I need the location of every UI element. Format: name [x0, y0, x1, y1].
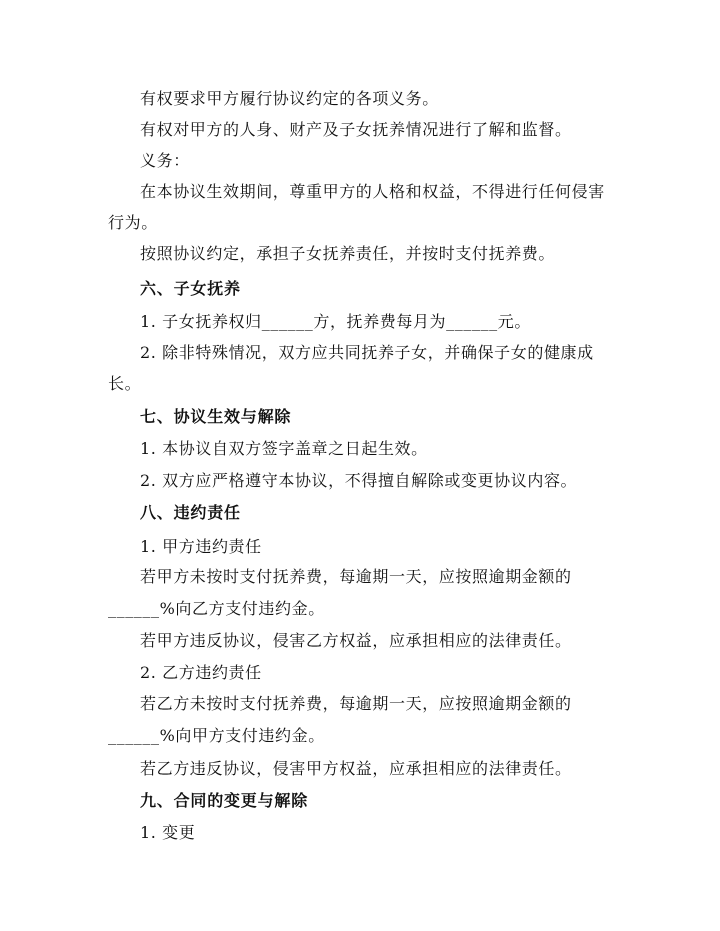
- list-item: 1. 变更: [140, 823, 196, 842]
- list-item: 1. 甲方违约责任: [140, 537, 262, 556]
- paragraph-line: ______%向乙方支付违约金。: [108, 599, 325, 618]
- list-item: 2. 双方应严格遵守本协议，不得擅自解除或变更协议内容。: [140, 471, 578, 490]
- list-item: 2. 除非特殊情况，双方应共同抚养子女，并确保子女的健康成: [140, 343, 594, 362]
- paragraph-line: ______%向甲方支付违约金。: [108, 726, 325, 745]
- paragraph-line: 有权对甲方的人身、财产及子女抚养情况进行了解和监督。: [140, 120, 572, 139]
- paragraph-line: 义务：: [140, 151, 190, 170]
- list-item: 1. 本协议自双方签字盖章之日起生效。: [140, 439, 428, 458]
- paragraph-line: 行为。: [108, 213, 158, 232]
- paragraph-line: 若甲方违反协议，侵害乙方权益，应承担相应的法律责任。: [140, 631, 572, 650]
- paragraph-line: 若乙方违反协议，侵害甲方权益，应承担相应的法律责任。: [140, 759, 572, 778]
- section-heading: 六、子女抚养: [140, 279, 241, 298]
- paragraph-line: 在本协议生效期间，尊重甲方的人格和权益，不得进行任何侵害: [140, 182, 605, 201]
- paragraph-line: 有权要求甲方履行协议约定的各项义务。: [140, 89, 439, 108]
- paragraph-line: 若乙方未按时支付抚养费，每逾期一天，应按照逾期金额的: [140, 694, 572, 713]
- list-item: 2. 乙方违约责任: [140, 663, 262, 682]
- paragraph-line: 按照协议约定，承担子女抚养责任，并按时支付抚养费。: [140, 244, 556, 263]
- paragraph-line: 若甲方未按时支付抚养费，每逾期一天，应按照逾期金额的: [140, 567, 572, 586]
- section-heading: 九、合同的变更与解除: [140, 791, 309, 810]
- section-heading: 七、协议生效与解除: [140, 407, 292, 426]
- list-item: 1. 子女抚养权归______方，抚养费每月为______元。: [140, 312, 531, 331]
- section-heading: 八、违约责任: [140, 503, 241, 522]
- paragraph-line: 长。: [108, 374, 142, 393]
